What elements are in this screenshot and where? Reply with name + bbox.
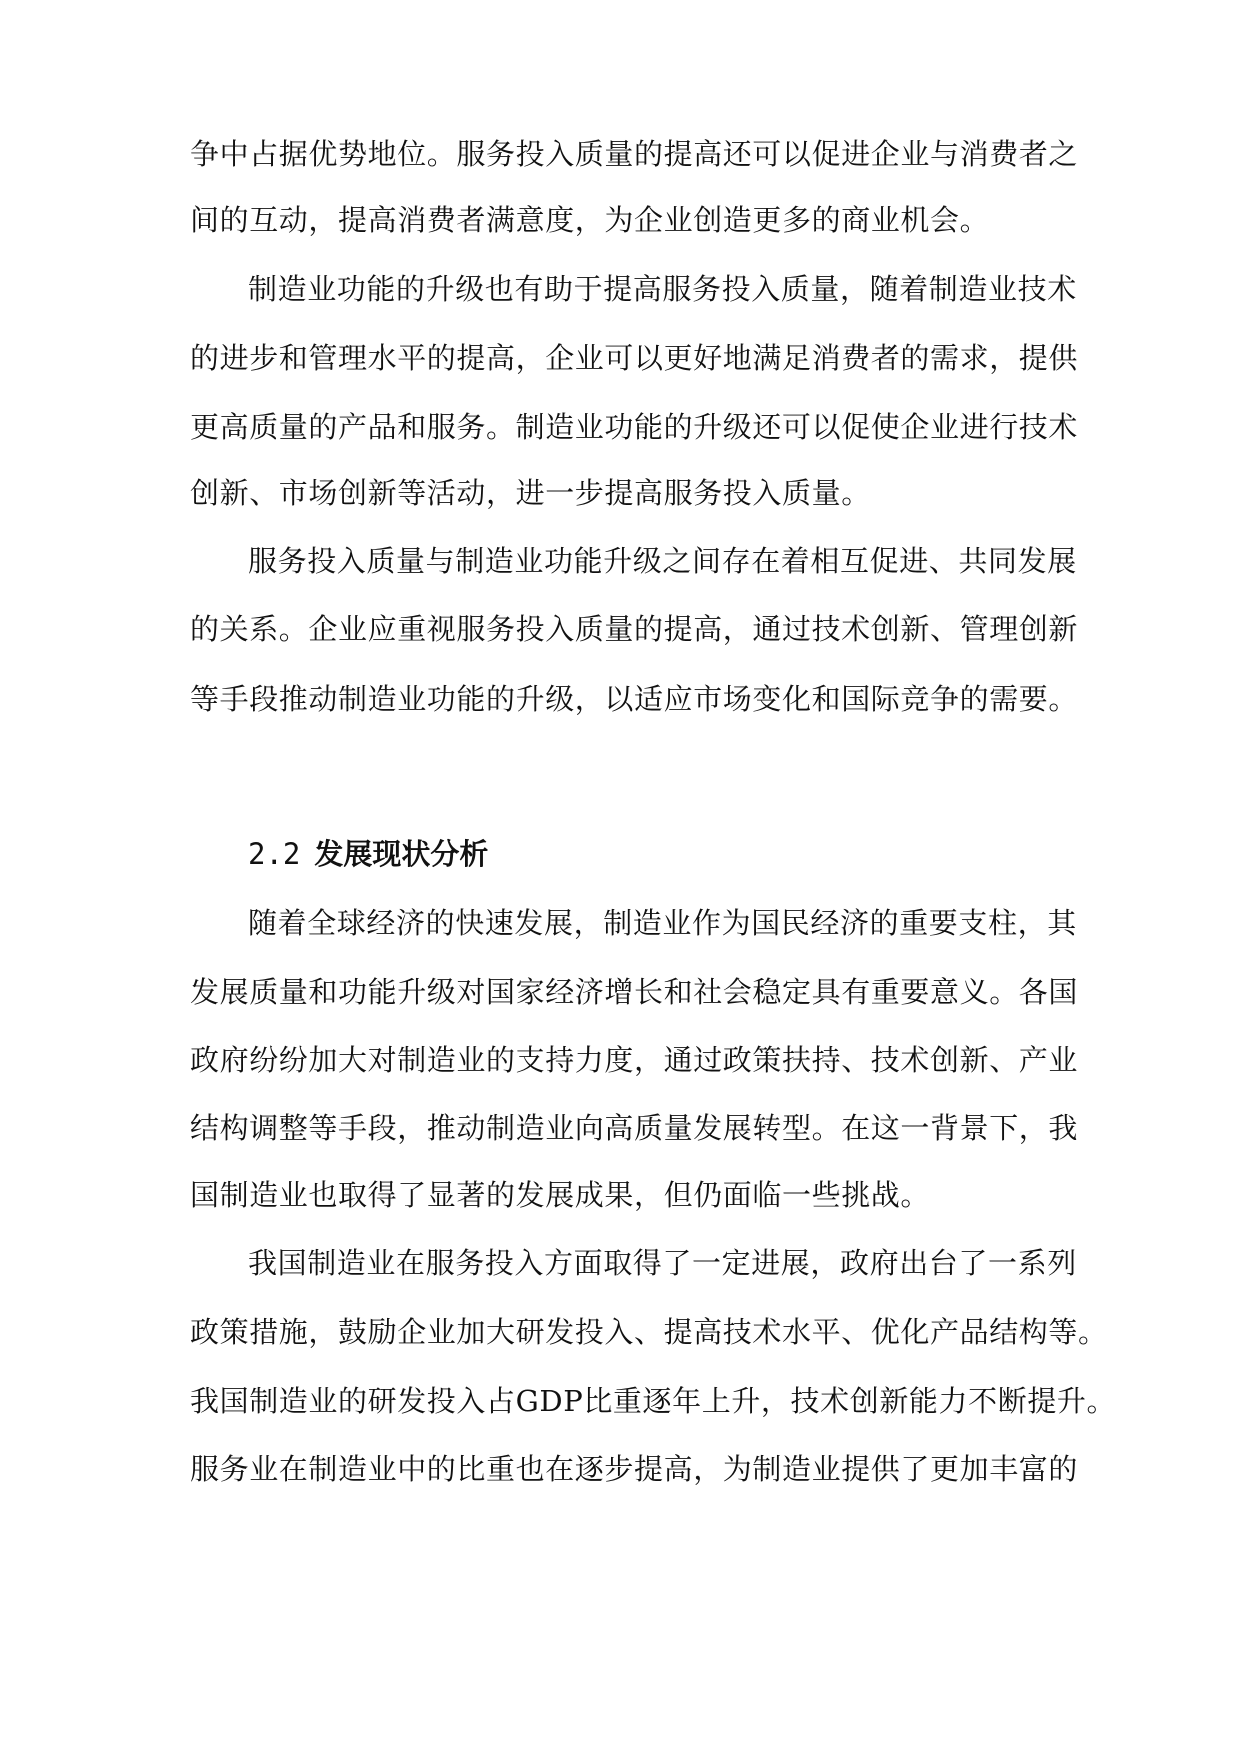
paragraph-3-line-3: 等手段推动制造业功能的升级，以适应市场变化和国际竞争的需要。 — [190, 682, 1079, 716]
section-paragraph-1-line-3: 政府纷纷加大对制造业的支持力度，通过政策扶持、技术创新、产业 — [190, 1043, 1079, 1077]
section-paragraph-2-line-4: 服务业在制造业中的比重也在逐步提高，为制造业提供了更加丰富的 — [190, 1452, 1079, 1486]
section-title: 发展现状分析 — [314, 837, 489, 871]
section-paragraph-1-line-4: 结构调整等手段，推动制造业向高质量发展转型。在这一背景下，我 — [190, 1111, 1079, 1145]
section-paragraph-1-line-2: 发展质量和功能升级对国家经济增长和社会稳定具有重要意义。各国 — [190, 975, 1079, 1009]
section-paragraph-2-line-3: 我国制造业的研发投入占GDP比重逐年上升，技术创新能力不断提升。 — [190, 1384, 1117, 1418]
section-paragraph-1-line-5: 国制造业也取得了显著的发展成果，但仍面临一些挑战。 — [190, 1178, 931, 1212]
paragraph-2-line-2: 的进步和管理水平的提高，企业可以更好地满足消费者的需求，提供 — [190, 341, 1079, 375]
paragraph-2-line-1: 制造业功能的升级也有助于提高服务投入质量，随着制造业技术 — [248, 272, 1077, 306]
paragraph-2-line-3: 更高质量的产品和服务。制造业功能的升级还可以促使企业进行技术 — [190, 410, 1079, 444]
section-paragraph-2-line-1: 我国制造业在服务投入方面取得了一定进展，政府出台了一系列 — [248, 1246, 1077, 1280]
paragraph-1-line-2: 间的互动，提高消费者满意度，为企业创造更多的商业机会。 — [190, 203, 990, 237]
paragraph-3-line-2: 的关系。企业应重视服务投入质量的提高，通过技术创新、管理创新 — [190, 612, 1079, 646]
section-heading — [248, 834, 488, 874]
paragraph-2-line-4: 创新、市场创新等活动，进一步提高服务投入质量。 — [190, 476, 871, 510]
section-paragraph-2-line-2: 政策措施，鼓励企业加大研发投入、提高技术水平、优化产品结构等。 — [190, 1315, 1108, 1349]
section-number: 2.2 — [248, 837, 301, 871]
section-paragraph-1-line-1: 随着全球经济的快速发展，制造业作为国民经济的重要支柱，其 — [248, 906, 1077, 940]
paragraph-3-line-1: 服务投入质量与制造业功能升级之间存在着相互促进、共同发展 — [248, 544, 1077, 578]
paragraph-1-line-1: 争中占据优势地位。服务投入质量的提高还可以促进企业与消费者之 — [190, 137, 1079, 171]
